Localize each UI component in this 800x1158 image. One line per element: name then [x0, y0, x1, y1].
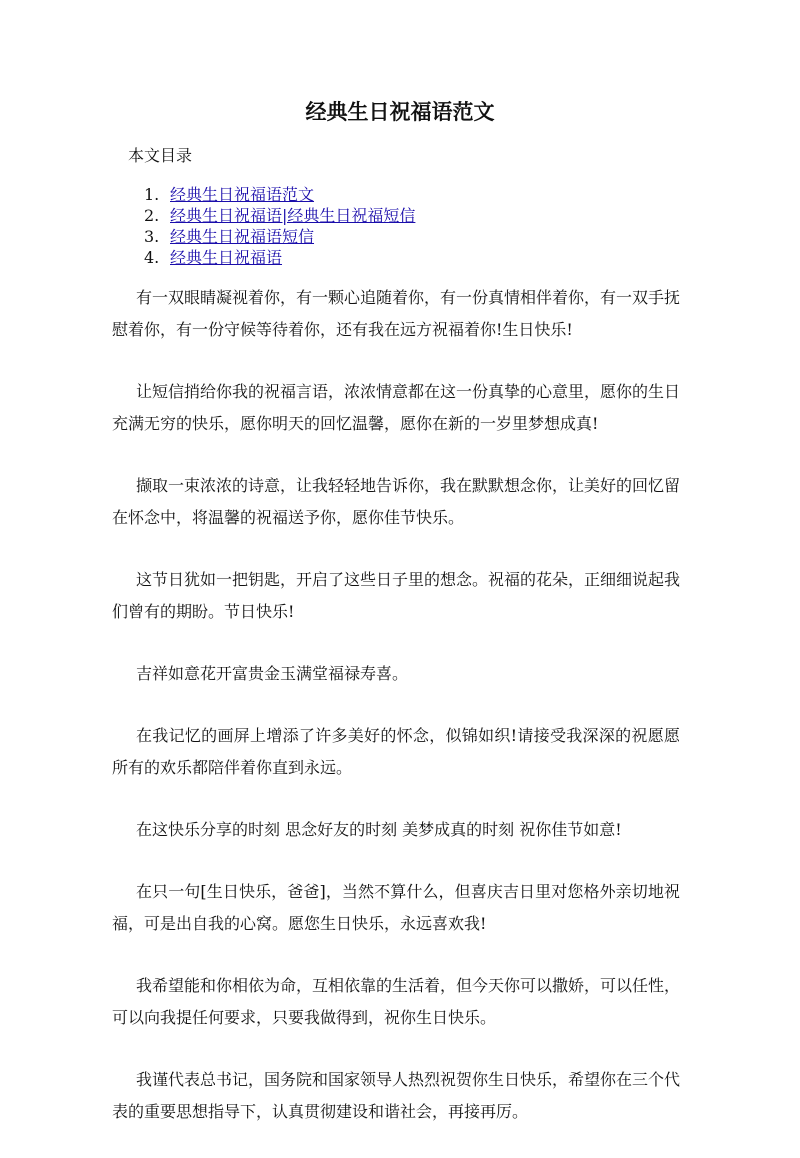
toc-heading: 本文目录	[128, 146, 193, 165]
document-body	[112, 282, 680, 1158]
toc-link-1[interactable]: 经典生日祝福语范文	[170, 185, 315, 204]
paragraph: 吉祥如意花开富贵金玉满堂福禄寿喜。	[136, 664, 409, 683]
toc-item-number: 2.	[144, 206, 160, 225]
paragraph: 在我记忆的画屏上增添了许多美好的怀念，似锦如织!请接受我深深的祝愿愿所有的欢乐都陪伴着你直到永远。	[112, 726, 680, 777]
paragraph: 在只一句[生日快乐，爸爸]，当然不算什么，但喜庆吉日里对您格外亲切地祝福，可是出自我的心窝。愿您生日快乐，永远喜欢我!	[112, 882, 680, 933]
paragraph: 我谨代表总书记，国务院和国家领导人热烈祝贺你生日快乐，希望你在三个代表的重要思想指导下，认真贯彻建设和谐社会，再接再厉。	[112, 1070, 681, 1121]
table-of-contents	[144, 184, 415, 268]
paragraph: 我希望能和你相依为命，互相依靠的生活着，但今天你可以撒娇，可以任性，可以向我提任何要求，只要我做得到，祝你生日快乐。	[112, 976, 681, 1027]
paragraph: 有一双眼睛凝视着你，有一颗心追随着你，有一份真情相伴着你，有一双手抚慰着你，有一份守候等待着你，还有我在远方祝福着你!生日快乐!	[112, 288, 681, 339]
toc-item-number: 1.	[144, 185, 160, 204]
paragraph: 让短信捎给你我的祝福言语，浓浓情意都在这一份真挚的心意里，愿你的生日充满无穷的快乐，愿你明天的回忆温馨，愿你在新的一岁里梦想成真!	[112, 382, 681, 433]
page-title: 经典生日祝福语范文	[305, 99, 495, 124]
toc-item	[144, 184, 415, 205]
toc-item	[144, 205, 415, 226]
toc-item	[144, 247, 415, 268]
toc-link-4[interactable]: 经典生日祝福语	[170, 248, 283, 267]
toc-item-number: 3.	[144, 227, 160, 246]
paragraph: 在这快乐分享的时刻 思念好友的时刻 美梦成真的时刻 祝你佳节如意!	[136, 820, 622, 839]
toc-link-2[interactable]: 经典生日祝福语|经典生日祝福短信	[170, 206, 416, 225]
paragraph: 这节日犹如一把钥匙，开启了这些日子里的想念。祝福的花朵，正细细说起我们曾有的期盼。节日快乐!	[112, 570, 681, 621]
paragraph: 撷取一束浓浓的诗意，让我轻轻地告诉你，我在默默想念你，让美好的回忆留在怀念中，将温馨的祝福送予你，愿你佳节快乐。	[112, 476, 681, 527]
toc-link-3[interactable]: 经典生日祝福语短信	[170, 227, 315, 246]
toc-item	[144, 226, 415, 247]
toc-item-number: 4.	[144, 248, 160, 267]
